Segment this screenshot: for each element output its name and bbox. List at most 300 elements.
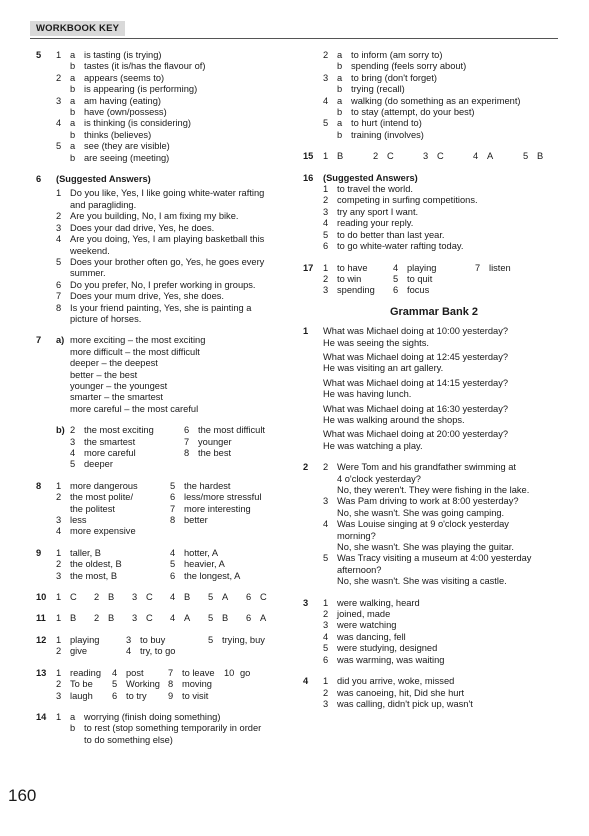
exercise-6-item-number: 5 [56, 256, 62, 267]
exercise-16-row [323, 230, 565, 241]
exercise-7a-line: deeper – the deepest [70, 358, 158, 369]
exercise-7b-cell: 6 [184, 425, 190, 436]
exercise-5-number: 5 [36, 50, 42, 60]
grammar-bank-1-body [323, 326, 565, 452]
exercise-16-item-number: 3 [323, 206, 329, 217]
exercise-8-cell: more expensive [70, 526, 136, 537]
grammar-bank-2-row [323, 496, 565, 507]
exercise-14-continued-row [323, 84, 565, 95]
exercise-11-cell: B [222, 613, 229, 624]
exercise-7a-line: smarter – the smartest [70, 392, 163, 403]
exercise-10-cell: A [222, 592, 229, 603]
exercise-16-item-text: try any sport I want. [337, 206, 419, 217]
exercise-11-row [56, 613, 294, 624]
grammar-bank-4-item-number: 2 [323, 687, 329, 698]
exercise-16-item-number: 5 [323, 229, 329, 240]
exercise-8-cell: 6 [170, 492, 176, 503]
exercise-6-body [56, 174, 294, 325]
exercise-13 [36, 668, 294, 702]
exercise-8-number: 8 [36, 480, 42, 491]
grammar-bank-2-item-text: Was Tracy visiting a museum at 4:00 yesterday [337, 553, 532, 564]
exercise-6-item-text: summer. [70, 268, 106, 279]
grammar-bank-1-answer: He was having lunch. [323, 389, 412, 400]
exercise-8-row [56, 492, 294, 503]
exercise-5-item-number: 2 [56, 72, 62, 83]
exercise-13-cell [240, 679, 294, 690]
exercise-9-row [56, 548, 294, 559]
exercise-7b-row [70, 437, 294, 448]
exercise-13-cell: 6 [112, 690, 118, 701]
exercise-11-body [56, 613, 294, 624]
exercise-14-continued-row [323, 61, 565, 72]
grammar-bank-3-item-text: was dancing, fell [337, 631, 406, 642]
grammar-bank-1-question: What was Michael doing at 16:30 yesterday? [323, 403, 509, 414]
exercise-14-continued-row [323, 107, 565, 118]
exercise-16-row [323, 207, 565, 218]
exercise-16-body [323, 173, 565, 253]
exercise-5-item-text: is tasting (is trying) [84, 50, 162, 60]
exercise-14-item-letter: b [70, 723, 76, 734]
exercise-10-cell: 1 [56, 592, 62, 603]
exercise-14-continued-item-letter: b [337, 107, 343, 118]
exercise-8-cell: better [184, 515, 208, 526]
grammar-bank-1-question: What was Michael doing at 14:15 yesterday? [323, 377, 509, 388]
exercise-7b-cell: 5 [70, 459, 76, 470]
exercise-16-item-text: to travel the world. [337, 184, 413, 195]
exercise-7b-row [70, 459, 294, 470]
exercise-14-continued-row [323, 50, 565, 61]
exercise-7a-line: more difficult – the most difficult [70, 346, 200, 357]
exercise-9-cell: taller, B [70, 547, 102, 558]
exercise-14-item-text: to rest (stop something temporarily in order [84, 723, 262, 734]
exercise-16-heading: (Suggested Answers) [323, 172, 418, 183]
grammar-bank-2-item-text: No, she wasn't. She was playing the guitar. [337, 542, 514, 553]
exercise-7b-cell: 2 [70, 425, 76, 436]
exercise-14-continued-row [323, 96, 565, 107]
exercise-5-item-text: is thinking (is considering) [84, 118, 191, 129]
exercise-8-cell: 5 [170, 480, 176, 491]
exercise-7b-cell: 8 [184, 448, 190, 458]
exercise-11-cell: 4 [170, 613, 176, 624]
exercise-7b-cell [184, 459, 198, 470]
grammar-bank-2-item-text: Were Tom and his grandfather swimming at [337, 462, 516, 473]
exercise-6-number: 6 [36, 174, 42, 185]
exercise-14-continued-row [323, 73, 565, 84]
grammar-bank-3-number: 3 [303, 597, 309, 608]
exercise-7a [56, 335, 294, 415]
grammar-bank-2-row [323, 565, 565, 576]
exercise-8-cell: more interesting [184, 503, 251, 514]
grammar-bank-3 [303, 598, 565, 666]
exercise-13-cell: 7 [168, 667, 174, 678]
exercise-11-cell: C [146, 613, 153, 624]
exercise-5-item-letter: b [70, 107, 76, 118]
exercise-6-row [56, 314, 294, 325]
exercise-13-cell: 10 [224, 667, 235, 678]
exercise-8-cell: the most polite/ [70, 492, 134, 503]
exercise-17-cell: listen [489, 262, 511, 273]
grammar-bank-1-answer: He was visiting an art gallery. [323, 363, 444, 374]
exercise-8-cell: 7 [170, 503, 176, 514]
grammar-bank-4-item-text: was canoeing, hit, Did she hurt [337, 687, 465, 698]
exercise-12-cell: playing [70, 634, 100, 645]
exercise-6-item-number: 6 [56, 279, 62, 290]
exercise-15-body [323, 151, 565, 162]
exercise-15-cell: 3 [423, 151, 429, 162]
exercise-8-row [56, 481, 294, 492]
exercise-11 [36, 613, 294, 624]
exercise-7b-row [70, 448, 294, 459]
grammar-bank-2-number: 2 [303, 462, 309, 473]
exercise-14-continued-item-number: 5 [323, 118, 329, 129]
exercise-13-cell: to leave [182, 667, 215, 678]
exercise-14-continued-body [323, 50, 565, 141]
grammar-bank-3-item-number: 1 [323, 597, 329, 608]
exercise-10-cell: 3 [132, 592, 138, 603]
exercise-5-item-number: 4 [56, 118, 62, 129]
exercise-5-item-letter: a [70, 72, 76, 83]
exercise-9-cell: 2 [56, 559, 62, 570]
exercise-14-continued-item-text: training (involves) [351, 129, 424, 140]
exercise-17-cell: 3 [323, 285, 329, 296]
exercise-14-item-letter: a [70, 711, 76, 722]
exercise-12-cell: trying, buy [222, 634, 265, 645]
grammar-bank-4-number: 4 [303, 676, 309, 687]
exercise-5-item-number: 5 [56, 141, 62, 152]
exercise-6-item-text: Are you building, No, I am fixing my bike. [70, 211, 239, 222]
exercise-12-cell [208, 646, 222, 657]
grammar-bank-2-body [323, 462, 565, 587]
exercise-14-continued-item-text: walking (do something as an experiment) [351, 95, 521, 106]
exercise-6-item-text: picture of horses. [70, 313, 142, 324]
grammar-bank-2-item-text: No, she wasn't. She was going camping. [337, 507, 505, 518]
exercise-17-cell: 5 [393, 273, 399, 284]
exercise-8-cell: 3 [56, 515, 62, 526]
exercise-5-item-number: 3 [56, 95, 62, 106]
grammar-bank-2-item-text: 4 o'clock yesterday? [337, 473, 421, 484]
exercise-9-cell: the most, B [70, 570, 118, 581]
exercise-11-cell: 6 [246, 613, 252, 624]
exercise-17-cell [475, 285, 489, 296]
exercise-9-cell: 5 [170, 559, 176, 570]
exercise-5-item-text: are seeing (meeting) [84, 152, 170, 163]
exercise-13-cell: go [240, 667, 251, 678]
exercise-10-number: 10 [36, 592, 47, 603]
grammar-bank-2-row [323, 553, 565, 564]
exercise-9-row [56, 559, 294, 570]
grammar-bank-2-row [323, 508, 565, 519]
exercise-6-row [56, 246, 294, 257]
exercise-14-row [56, 712, 294, 723]
exercise-9-cell: heavier, A [184, 559, 225, 570]
exercise-16-row [323, 241, 565, 252]
exercise-7b-cell: 7 [184, 436, 190, 447]
exercise-14-continued-item-text: to hurt (intend to) [351, 118, 422, 129]
exercise-12 [36, 635, 294, 658]
exercise-10-cell: B [184, 592, 191, 603]
spacer [56, 415, 294, 425]
exercise-16-item-text: competing in surfing competitions. [337, 195, 478, 206]
exercise-16-item-number: 2 [323, 195, 329, 206]
exercise-16-item-number: 4 [323, 218, 329, 229]
exercise-14-continued-item-text: spending (feels sorry about) [351, 61, 467, 72]
grammar-bank-2-row [323, 531, 565, 542]
grammar-bank-2-item-number: 4 [323, 519, 329, 530]
exercise-15-cell: 5 [523, 151, 529, 162]
exercise-7a-line: more exciting – the most exciting [70, 335, 206, 346]
exercise-15-cell: 1 [323, 151, 329, 162]
exercise-7-body [56, 335, 294, 470]
exercise-12-cell: 5 [208, 634, 214, 645]
exercise-8 [36, 481, 294, 538]
exercise-11-cell: B [108, 613, 115, 624]
grammar-bank-3-item-number: 4 [323, 631, 329, 642]
exercise-15-row [323, 151, 565, 162]
grammar-bank-2-item-text: Was Louise singing at 9 o'clock yesterday [337, 519, 509, 530]
grammar-bank-2-item-text: No, they weren't. They were fishing in the lake. [337, 485, 530, 495]
exercise-12-cell: try, to go [140, 646, 176, 657]
exercise-7b-cell: 3 [70, 436, 76, 447]
exercise-10 [36, 592, 294, 603]
exercise-13-cell: 5 [112, 679, 118, 690]
exercise-14-continued-item-number: 2 [323, 50, 329, 60]
grammar-bank-3-item-text: was warming, was waiting [337, 654, 445, 665]
exercise-6-item-text: Do you like, Yes, I like going white-water rafting [70, 188, 265, 199]
exercise-7b-cell: younger [198, 436, 232, 447]
exercise-17-cell: 4 [393, 262, 399, 273]
exercise-13-cell: 2 [56, 679, 62, 690]
exercise-5 [36, 50, 294, 164]
exercise-8-row [56, 526, 294, 537]
grammar-bank-3-item-text: were walking, heard [337, 597, 420, 608]
exercise-16-number: 16 [303, 172, 314, 183]
exercise-7b-row [70, 425, 294, 436]
exercise-6-item-number: 4 [56, 234, 62, 245]
exercise-12-row [56, 635, 294, 646]
exercise-8-cell: less/more stressful [184, 492, 262, 503]
exercise-6-heading: (Suggested Answers) [56, 174, 151, 185]
exercise-9-cell: 4 [170, 547, 176, 558]
exercise-9-cell: hotter, A [184, 547, 219, 558]
grammar-bank-4-row [323, 699, 565, 710]
exercise-8-row [56, 504, 294, 515]
exercise-13-cell: Working [126, 679, 160, 690]
exercise-5-item-letter: a [70, 141, 76, 152]
exercise-5-item-letter: b [70, 152, 76, 163]
exercise-5-item-text: tastes (it is/has the flavour of) [84, 61, 206, 72]
exercise-17-row [323, 274, 565, 285]
grammar-bank-2-item-number: 5 [323, 553, 329, 564]
exercise-13-cell: 1 [56, 667, 62, 678]
exercise-5-item-letter: a [70, 118, 76, 129]
exercise-13-body [56, 668, 294, 702]
exercise-8-cell [56, 504, 70, 515]
exercise-9-cell: 6 [170, 570, 176, 581]
exercise-14-continued-item-text: to bring (don't forget) [351, 72, 438, 83]
exercise-15 [303, 151, 565, 162]
exercise-15-cell: B [537, 151, 544, 162]
grammar-bank-2-row [323, 485, 565, 496]
exercise-10-body [56, 592, 294, 603]
exercise-6-item-text: Do you prefer, No, I prefer working in groups. [70, 279, 256, 290]
exercise-7b-cell: the most exciting [84, 425, 154, 436]
exercise-10-cell: 6 [246, 592, 252, 603]
exercise-12-number: 12 [36, 634, 47, 645]
exercise-17-row [323, 263, 565, 274]
exercise-12-cell: 2 [56, 646, 62, 657]
exercise-17-cell: 1 [323, 262, 329, 273]
exercise-7b-label: b) [56, 425, 65, 436]
grammar-bank-2-row [323, 462, 565, 473]
exercise-5-item-letter: b [70, 61, 76, 72]
grammar-bank-3-item-number: 2 [323, 609, 329, 620]
exercise-7b-cell: the best [198, 448, 232, 458]
exercise-12-body [56, 635, 294, 658]
exercise-14-continued-item-letter: b [337, 61, 343, 72]
grammar-bank-2-item-number: 3 [323, 496, 329, 507]
exercise-7b-cell: the most difficult [198, 425, 266, 436]
exercise-13-cell: post [126, 667, 144, 678]
exercise-13-cell: 9 [168, 690, 174, 701]
exercise-6-row [56, 268, 294, 279]
exercise-14-continued-item-letter: a [337, 118, 343, 129]
grammar-bank-2-item-text: No, she wasn't. She was visiting a castle. [337, 576, 507, 587]
exercise-7-number: 7 [36, 335, 42, 346]
exercise-16-item-text: reading your reply. [337, 218, 414, 229]
exercise-10-cell: C [146, 592, 153, 603]
grammar-bank-2-item-text: morning? [337, 530, 376, 541]
exercise-16-item-number: 6 [323, 241, 329, 252]
exercise-11-cell: A [184, 613, 191, 624]
grammar-bank-4-item-text: was calling, didn't pick up, wasn't [337, 698, 473, 709]
exercise-11-cell: 3 [132, 613, 138, 624]
exercise-17-cell: 6 [393, 285, 399, 296]
exercise-12-cell: give [70, 646, 88, 657]
exercise-13-cell: To be [70, 679, 93, 690]
exercise-6-row [56, 291, 294, 302]
exercise-10-cell: 2 [94, 592, 100, 603]
exercise-17-cell: 2 [323, 273, 329, 284]
exercise-13-cell: to try [126, 690, 147, 701]
exercise-13-cell: laugh [70, 690, 93, 701]
exercise-13-cell [240, 691, 294, 702]
exercise-6-item-text: Does your dad drive, Yes, he does. [70, 222, 215, 233]
exercise-16 [303, 173, 565, 253]
exercise-15-cell: C [387, 151, 394, 162]
exercise-15-cell: 2 [373, 151, 379, 162]
grammar-bank-4-row [323, 676, 565, 687]
grammar-bank-3-row [323, 655, 565, 666]
grammar-bank-1 [303, 326, 565, 452]
exercise-10-cell: C [260, 592, 267, 603]
exercise-5-row [56, 107, 294, 118]
grammar-bank-3-row [323, 620, 565, 631]
exercise-17 [303, 263, 565, 297]
exercise-5-row [56, 130, 294, 141]
exercise-5-item-text: appears (seems to) [84, 72, 165, 83]
exercise-17-row [323, 285, 565, 296]
exercise-17-number: 17 [303, 262, 314, 273]
exercise-14-continued-item-letter: a [337, 50, 343, 60]
exercise-6-row [56, 200, 294, 211]
page-number: 160 [8, 786, 37, 805]
exercise-14-continued-item-number: 4 [323, 95, 329, 106]
exercise-17-cell: 7 [475, 262, 481, 273]
exercise-14-continued-item-letter: a [337, 72, 343, 83]
exercise-16-item-text: to go white-water rafting today. [337, 241, 464, 252]
exercise-5-row [56, 84, 294, 95]
grammar-bank-1-answer: He was seeing the sights. [323, 337, 429, 348]
exercise-15-cell: A [487, 151, 494, 162]
exercise-6-item-text: Are you doing, Yes, I am playing basketball this [70, 234, 265, 245]
exercise-5-item-letter: b [70, 129, 76, 140]
exercise-16-row [323, 218, 565, 229]
exercise-14-continued-item-letter: b [337, 129, 343, 140]
exercise-5-row [56, 61, 294, 72]
exercise-6-item-text: Does your mum drive, Yes, she does. [70, 291, 224, 302]
exercise-14-continued [303, 50, 565, 141]
exercise-5-item-text: is appearing (is performing) [84, 84, 198, 95]
exercise-7b-cell: deeper [84, 459, 113, 470]
exercise-7b-cell: more careful [84, 448, 136, 458]
grammar-bank-4-item-number: 3 [323, 698, 329, 709]
grammar-bank-3-item-text: were studying, designed [337, 643, 438, 654]
exercise-9-row [56, 571, 294, 582]
exercise-5-row [56, 118, 294, 129]
exercise-9 [36, 548, 294, 582]
exercise-12-cell: 1 [56, 634, 62, 645]
grammar-bank-1-question: What was Michael doing at 20:00 yesterday? [323, 429, 509, 440]
exercise-14-continued-item-letter: a [337, 95, 343, 106]
grammar-bank-4-item-text: did you arrive, woke, missed [337, 676, 455, 687]
exercise-6-row [56, 280, 294, 291]
exercise-8-row [56, 515, 294, 526]
exercise-6-row [56, 257, 294, 268]
exercise-7b-cell: 4 [70, 448, 76, 458]
grammar-bank-3-item-number: 3 [323, 620, 329, 631]
exercise-6-item-text: Does your brother often go, Yes, he goes every [70, 256, 265, 267]
grammar-bank-3-item-number: 6 [323, 654, 329, 665]
exercise-15-cell: 4 [473, 151, 479, 162]
exercise-6-item-number: 8 [56, 302, 62, 313]
exercise-17-body [323, 263, 565, 297]
exercise-13-cell: 8 [168, 679, 174, 690]
exercise-14-item-text: to do something else) [84, 734, 173, 745]
right-column [303, 50, 565, 720]
exercise-12-cell: to buy [140, 634, 166, 645]
grammar-bank-4-row [323, 688, 565, 699]
grammar-bank-3-item-text: joined, made [337, 609, 391, 620]
exercise-10-row [56, 592, 294, 603]
exercise-8-cell: the politest [70, 503, 115, 514]
grammar-bank-1-question: What was Michael doing at 10:00 yesterday? [323, 326, 509, 337]
exercise-5-item-number: 1 [56, 50, 62, 60]
exercise-6-row [56, 211, 294, 222]
grammar-bank-1-question: What was Michael doing at 12:45 yesterday? [323, 351, 509, 362]
exercise-8-cell: 4 [56, 526, 62, 537]
exercise-8-body [56, 481, 294, 538]
grammar-bank-3-row [323, 632, 565, 643]
exercise-5-item-letter: b [70, 84, 76, 95]
grammar-bank-2-row [323, 542, 565, 553]
grammar-bank-4-item-number: 1 [323, 676, 329, 687]
exercise-7 [36, 335, 294, 470]
exercise-13-cell: 4 [112, 667, 118, 678]
exercise-9-cell: the longest, A [184, 570, 241, 581]
exercise-6-row [56, 188, 294, 199]
exercise-15-cell: B [337, 151, 344, 162]
exercise-6-item-number: 1 [56, 188, 62, 199]
